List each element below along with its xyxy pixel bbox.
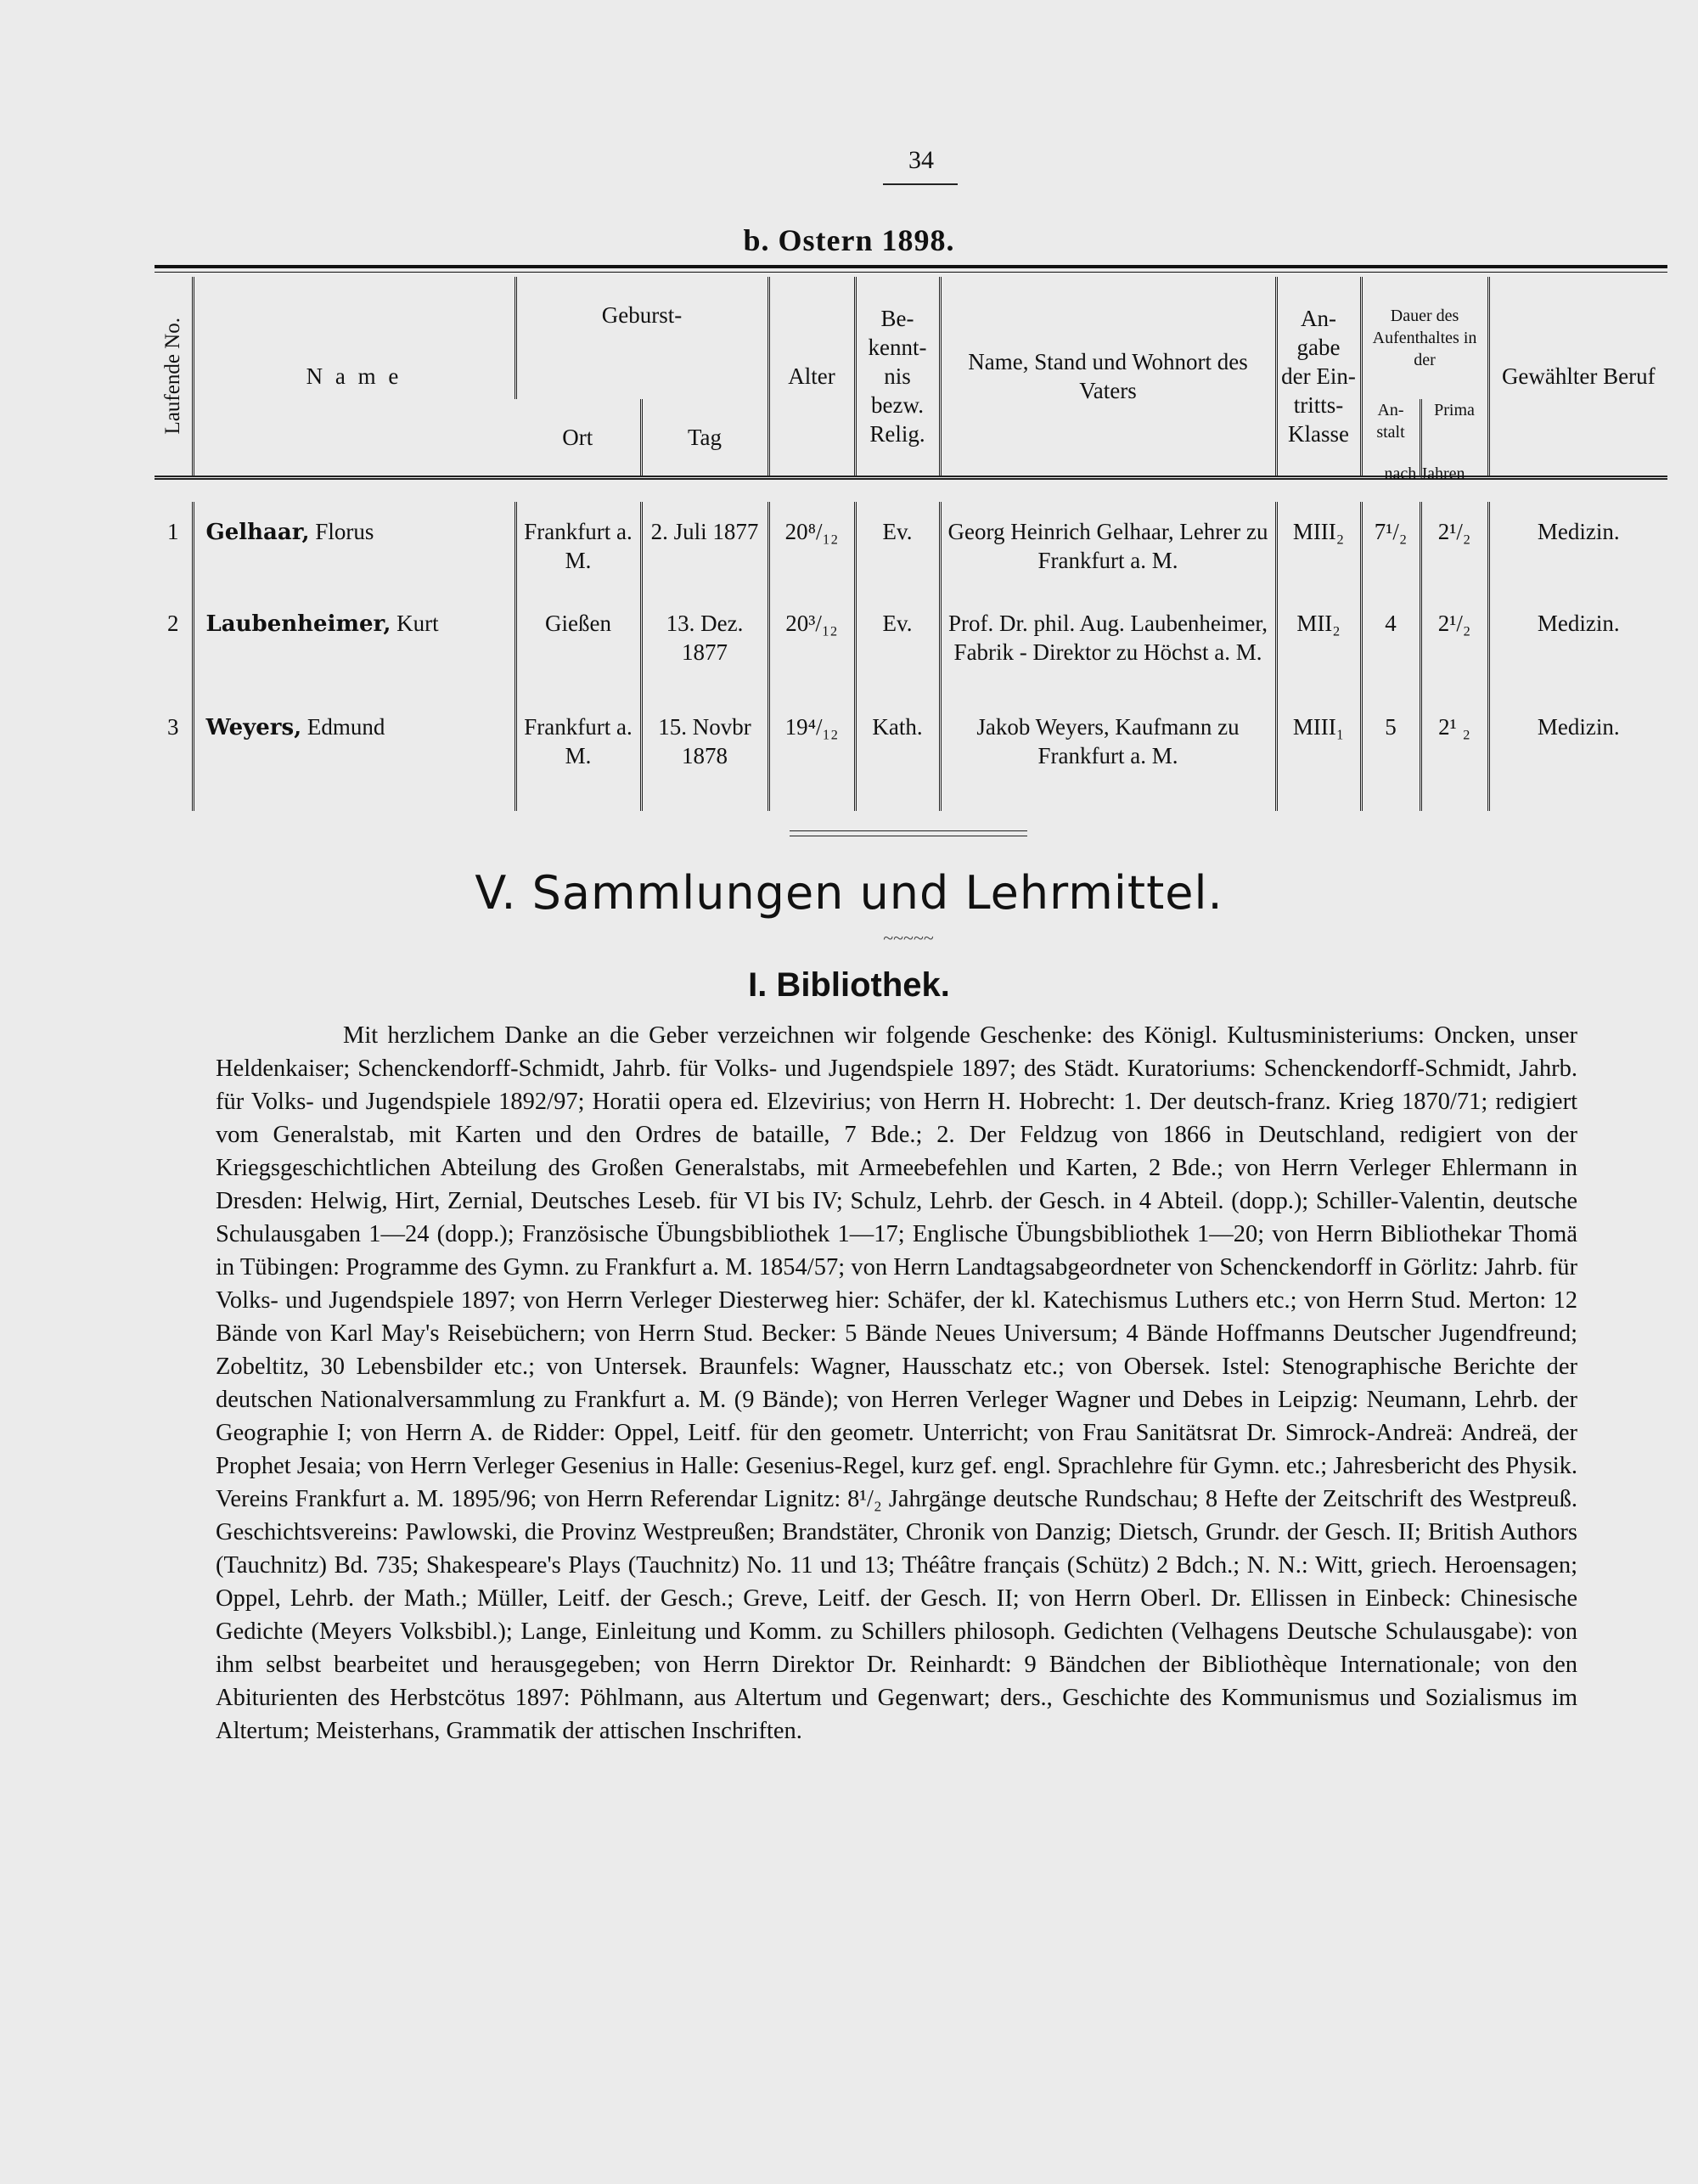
header-prima: Prima [1420, 399, 1488, 478]
table-row [155, 604, 1667, 707]
student-firstname: Kurt [396, 611, 439, 636]
father-info: Georg Heinrich Gelhaar, Lehrer zu Frankfurt a. M. [940, 502, 1276, 604]
birth-place: Frankfurt a. M. [515, 707, 641, 811]
header-laufende-no-label: Laufende No. [160, 318, 184, 435]
father-info: Jakob Weyers, Kaufmann zu Frankfurt a. M. [940, 707, 1276, 811]
header-geburtsort-group: Geburst- [515, 277, 768, 399]
years-in-prima: 2¹ ₂ [1420, 707, 1488, 811]
header-laufende-no [155, 277, 193, 478]
student-name [193, 604, 515, 707]
religion: Kath. [855, 707, 940, 811]
birth-place: Frankfurt a. M. [515, 502, 641, 604]
chosen-profession: Medizin. [1488, 502, 1667, 604]
header-beruf: Gewählter Beruf [1488, 277, 1667, 478]
birth-date: 2. Juli 1877 [641, 502, 768, 604]
age: 20³/₁₂ [768, 604, 855, 707]
years-in-prima: 2¹/₂ [1420, 604, 1488, 707]
student-firstname: Edmund [306, 714, 385, 740]
student-surname: Weyers, [205, 715, 302, 740]
section-heading: b. Ostern 1898. [743, 223, 955, 257]
chapter-title: V. Sammlungen und Lehrmittel. [475, 866, 1223, 920]
student-table [155, 277, 1667, 811]
page-number: 34 [908, 146, 934, 174]
student-name [193, 502, 515, 604]
student-surname: Laubenheimer, [205, 611, 391, 637]
header-alter: Alter [768, 277, 855, 478]
entry-class: MII₂ [1276, 604, 1361, 707]
age: 19⁴/₁₂ [768, 707, 855, 811]
page-number-rule [883, 183, 958, 185]
father-info: Prof. Dr. phil. Aug. Laubenheimer, Fabrik - Direktor zu Höchst a. M. [940, 604, 1276, 707]
header-tag: Tag [641, 399, 768, 478]
header-dauer-group: Dauer des Aufenthaltes in der [1361, 277, 1488, 399]
age: 20⁸/₁₂ [768, 502, 855, 604]
table-row [155, 502, 1667, 604]
row-number: 2 [167, 611, 179, 636]
header-vater: Name, Stand und Wohnort des Vaters [940, 277, 1276, 478]
header-ort: Ort [562, 425, 593, 450]
row-number: 3 [167, 714, 179, 740]
student-name [193, 707, 515, 811]
religion: Ev. [855, 502, 940, 604]
header-angabe: An-gabe der Ein-tritts-Klasse [1276, 277, 1361, 478]
library-donations-paragraph: Mit herzlichem Danke an die Geber verzeichnen wir folgende Geschenke: des Königl. Kultusministeriums: Oncken, unser Heldenkaiser; Schenckendorff-Schmidt, Jahrb. für Volks- und Jugendspiele 1897; des Städt. Kuratoriums: Schenckendorff-Schmidt, Jahrb. für Volks- und Jugendspiele 1892/97; Horatii opera ed. Elzevirius; von Herrn H. Hobrecht: 1. Der deutsch-franz. Krieg 1870/71; redigiert vom Generalstab, mit Karten und den Ordres de bataille, 7 Bde.; 2. Der Feldzug von 1866 in Deutschland, redigiert von der Kriegsgeschichtlichen Abteilung des Großen Generalstabs, mit Armeebefehlen und Karten, 2 Bde.; von Herrn Verleger Ehlermann in Dresden: Helwig, Hirt, Zernial, Deutsches Leseb. für VI bis IV; Schulz, Lehrb. der Gesch. in 4 Abteil. (dopp.); Schiller-Valentin, deutsche Schulausgaben 1—24 (dopp.); Französische Übungsbibliothek 1—17; Englische Übungsbibliothek 1—20; von Herrn Bibliothekar Thomä in Tübingen: Programme des Gymn. zu Frankfurt a. M. 1854/57; von Herrn Landtagsabgeordneter von Schenckendorff in Görlitz: Jahrb. für Volks- und Jugendspiele 1897; von Herrn Verleger Diesterweg hier: Schäfer, der kl. Katechismus Luthers etc.; von Herrn Stud. Merton: 12 Bände von Karl May's Reisebüchern; von Herrn Stud. Becker: 5 Bände Neues Universum; 4 Bände Hoffmanns Deutscher Jugendfreund; Zobeltitz, 30 Lebensbilder etc.; von Untersek. Braunfels: Wagner, Hausschatz etc.; von Obersek. Istel: Stenographische Berichte der deutschen Nationalversammlung zu Frankfurt a. M. (9 Bände); von Herren Verleger Wagner und Debes in Leipzig: Neumann, Lehrb. der Geographie I; von Herrn A. de Ridder: Oppel, Leitf. für den geometr. Unterricht; von Frau Sanitätsrat Dr. Simrock-Andreä: Andreä, der Prophet Jesaia; von Herrn Verleger Gesenius in Halle: Gesenius-Regel, kurz gef. engl. Sprachlehre für Gymn. etc.; Jahresbericht des Physik. Vereins Frankfurt a. M. 1895/96; von Herrn Referendar Lignitz: 8¹/₂ Jahrgänge deutsche Rundschau; 8 Hefte der Zeitschrift des Westpreuß. Geschichtsvereins: Pawlowski, die Provinz Westpreußen; Brandstäter, Chronik von Danzig; Dietsch, Grundr. der Gesch. II; British Authors (Tauchnitz) Bd. 735; Shakespeare's Plays (Tauchnitz) No. 11 und 13; Théâtre français (Schütz) 2 Bdch.; N. N.: Witt, griech. Heroensagen; Oppel, Lehrb. der Math.; Müller, Leitf. der Gesch.; Greve, Leitf. der Gesch. II; von Herrn Oberl. Dr. Ellissen in Einbeck: Chinesische Gedichte (Meyers Volksbibl.); Lange, Einleitung und Komm. zu Schillers philosoph. Gedichten (Velhagens Deutsche Schulausgabe): von ihm selbst bearbeitet und herausgegeben; von Herrn Direktor Dr. Reinhardt: 9 Bändchen der Bibliothèque Internationale; von den Abiturienten des Herbstcötus 1897: Pöhlmann, aus Altertum und Gegenwart; ders., Geschichte des Kommunismus und Sozialismus im Altertum; Meisterhans, Grammatik der attischen Inschriften. [216, 1022, 1577, 1744]
entry-class: MIII₁ [1276, 707, 1361, 811]
birth-place: Gießen [515, 604, 641, 707]
subchapter-title: I. Bibliothek. [748, 966, 950, 1004]
header-name: N a m e [193, 277, 515, 478]
header-anstalt: An-stalt [1361, 399, 1420, 478]
student-firstname: Florus [315, 519, 374, 544]
birth-date: 15. Novbr 1878 [641, 707, 768, 811]
chapter-ornament: ~~~~~ [883, 927, 934, 948]
religion: Ev. [855, 604, 940, 707]
table-top-rule [155, 265, 1667, 268]
years-at-school: 7¹/₂ [1361, 502, 1420, 604]
row-number: 1 [167, 519, 179, 544]
birth-date: 13. Dez. 1877 [641, 604, 768, 707]
chosen-profession: Medizin. [1488, 707, 1667, 811]
header-nach-jahren: nach Jahren [1384, 464, 1465, 483]
years-at-school: 5 [1361, 707, 1420, 811]
years-at-school: 4 [1361, 604, 1420, 707]
table-row [155, 707, 1667, 811]
section-divider [790, 830, 1027, 836]
student-surname: Gelhaar, [205, 520, 310, 545]
years-in-prima: 2¹/₂ [1420, 502, 1488, 604]
entry-class: MIII₂ [1276, 502, 1361, 604]
header-bekenntnis: Be-kennt-nis bezw. Relig. [855, 277, 940, 478]
chosen-profession: Medizin. [1488, 604, 1667, 707]
table-top-rule-thin [155, 272, 1667, 273]
